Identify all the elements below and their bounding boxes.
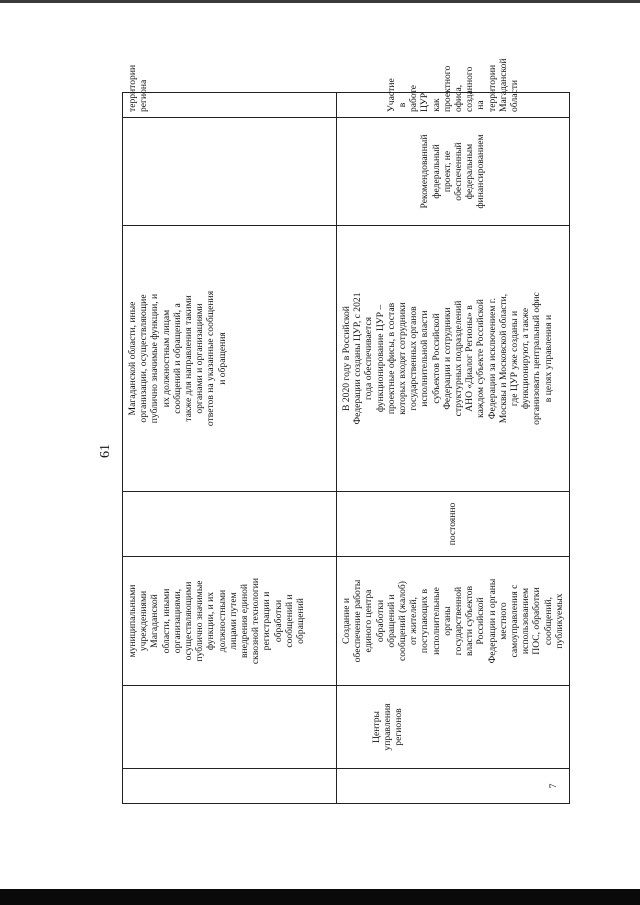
table-row xyxy=(123,93,337,804)
table-row xyxy=(337,93,570,804)
funding-cell: Рекомендованный федеральный проект, не обеспеченный федеральным финансированием xyxy=(337,118,570,226)
period-cell: постоянно xyxy=(337,492,570,557)
participation-cell: Участие в работе ЦУР как проектного офиса, созданного на территории Магаданской области xyxy=(337,93,570,118)
row-number-cell xyxy=(123,769,337,804)
participation-cell: территории региона xyxy=(123,93,337,118)
scan-edge-top xyxy=(0,0,640,3)
page-number: 61 xyxy=(98,444,113,458)
activity-name-cell xyxy=(123,686,337,769)
scan-edge-bottom xyxy=(0,889,640,905)
program-table xyxy=(122,58,570,804)
activity-description-cell: муниципальными учреждениями Магаданской области, иными организациями, осуществляющими публично значимые функции, и их должностными лицами путем внедрения единой сквозной технологии регистрации и обработки сообщений и обращений xyxy=(123,557,337,686)
status-description-cell: Магаданской области, иные организации, осуществляющие публично значимые функции, и их должностным лицам сообщений и обращений, а также для направления такими органами и организациями ответов на указанные сообщения и обращения xyxy=(123,226,337,492)
status-description-cell: В 2020 году в Российской Федерации созданы ЦУР, с 2021 года обеспечивается функционирование ЦУР – проектные офисы, в состав которых входят сотрудники государственных органов исполнительной власти субъектов Российской Федерации и сотрудники структурных подразделений АНО «Диалог Регионы» в каждом субъекте Российской Федерации за исключением г. Москвы и Московской области, где ЦУР уже созданы и функционируют, а также организовать центральный офис в целях управления и xyxy=(337,226,570,492)
activity-description-cell: Создание и обеспечение работы единого центра обработки обращений и сообщений (жалоб) от жителей, поступающих в исполнительные органы государственной власти субъектов Российской Федерации и органы местного самоуправления с использованием ПОС, обработки сообщений, публикуемых xyxy=(337,557,570,686)
activity-name-cell: Центры управления регионов xyxy=(337,686,570,769)
period-cell xyxy=(123,492,337,557)
rotated-page xyxy=(40,58,600,831)
row-number-cell: 7 xyxy=(337,769,570,804)
funding-cell xyxy=(123,118,337,226)
